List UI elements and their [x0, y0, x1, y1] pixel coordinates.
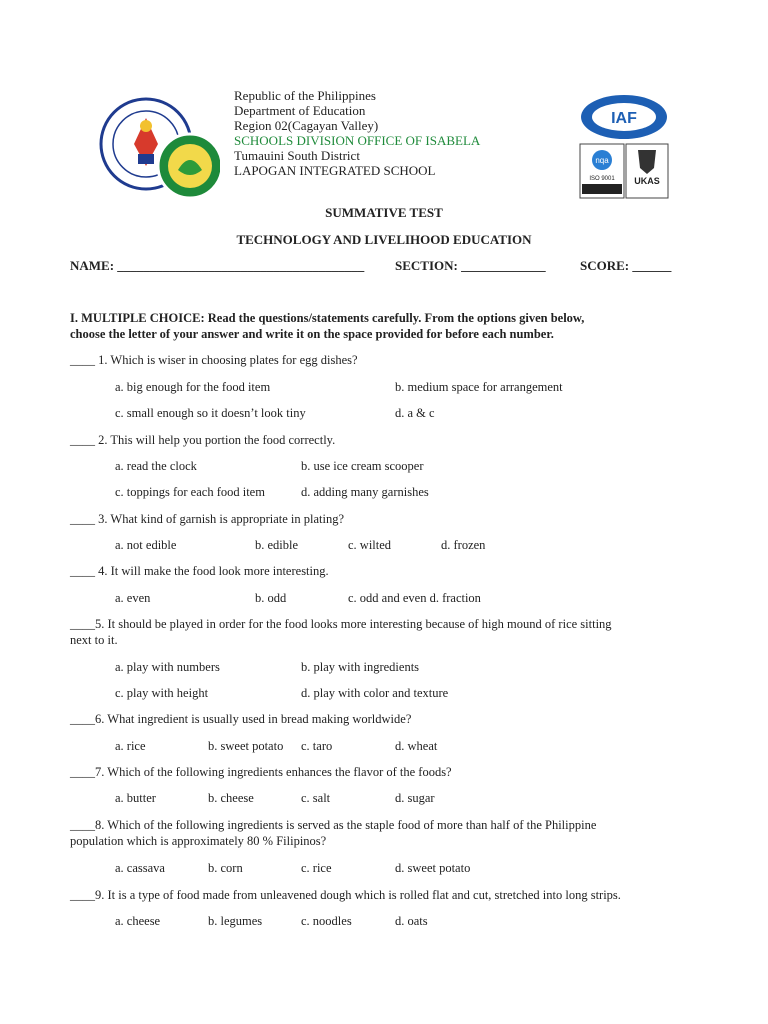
q7-option-a: a. butter	[115, 791, 156, 805]
q6-option-c: c. taro	[301, 739, 333, 753]
question-1: ____ 1. Which is wiser in choosing plates for egg dishes?	[70, 353, 358, 367]
q8-option-b: b. corn	[208, 861, 243, 875]
instructions-line-2: choose the letter of your answer and write it on the space provided for before each number.	[70, 327, 554, 341]
question-4: ____ 4. It will make the food look more interesting.	[70, 564, 329, 578]
score-field[interactable]: SCORE: ______	[580, 258, 672, 273]
question-8: ____8. Which of the following ingredients is served as the staple food of more than half of the Philippine	[70, 818, 597, 832]
q9-option-a: a. cheese	[115, 914, 161, 928]
question-8-continued: population which is approximately 80 % Filipinos?	[70, 834, 327, 848]
question-5-continued: next to it.	[70, 633, 118, 647]
q6-option-b: b. sweet potato	[208, 739, 284, 753]
q5-option-b: b. play with ingredients	[301, 660, 420, 674]
name-field[interactable]: NAME: ______________________________________	[70, 258, 365, 273]
q8-option-c: c. rice	[301, 861, 332, 875]
question-5: ____5. It should be played in order for the food looks more interesting because of high mound of rice sitting	[70, 617, 612, 631]
q9-option-b: b. legumes	[208, 914, 263, 928]
svg-text:UKAS: UKAS	[634, 176, 660, 186]
header-line-republic: Republic of the Philippines	[234, 88, 376, 103]
q8-option-d: d. sweet potato	[395, 861, 471, 875]
q2-option-c: c. toppings for each food item	[115, 485, 265, 499]
svg-text:ISO 9001: ISO 9001	[589, 176, 615, 182]
q1-option-b: b. medium space for arrangement	[395, 380, 563, 394]
q7-option-b: b. cheese	[208, 791, 254, 805]
q3-option-d: d. frozen	[441, 538, 486, 552]
subject-title: TECHNOLOGY AND LIVELIHOOD EDUCATION	[236, 232, 532, 247]
q4-option-c-d: c. odd and even d. fraction	[348, 591, 481, 605]
q4-option-b: b. odd	[255, 591, 287, 605]
question-6: ____6. What ingredient is usually used in bread making worldwide?	[70, 712, 412, 726]
q1-option-a: a. big enough for the food item	[115, 380, 271, 394]
q9-option-c: c. noodles	[301, 914, 352, 928]
question-2: ____ 2. This will help you portion the food correctly.	[70, 433, 336, 447]
test-title: SUMMATIVE TEST	[325, 205, 443, 220]
q4-option-a: a. even	[115, 591, 151, 605]
q8-option-a: a. cassava	[115, 861, 165, 875]
header-line-district: Tumauini South District	[234, 148, 360, 163]
q6-option-a: a. rice	[115, 739, 146, 753]
q3-option-c: c. wilted	[348, 538, 392, 552]
svg-text:IAF: IAF	[611, 110, 637, 127]
header-line-school: LAPOGAN INTEGRATED SCHOOL	[234, 163, 436, 178]
q5-option-c: c. play with height	[115, 686, 209, 700]
header-line-division: SCHOOLS DIVISION OFFICE OF ISABELA	[234, 133, 481, 148]
q6-option-d: d. wheat	[395, 739, 438, 753]
question-3: ____ 3. What kind of garnish is appropriate in plating?	[70, 512, 345, 526]
q5-option-d: d. play with color and texture	[301, 686, 449, 700]
q3-option-b: b. edible	[255, 538, 299, 552]
q7-option-d: d. sugar	[395, 791, 435, 805]
svg-text:nqa: nqa	[595, 156, 609, 165]
section-field[interactable]: SECTION: _____________	[395, 258, 546, 273]
deped-seal-logo	[98, 96, 220, 204]
header-line-region: Region 02(Cagayan Valley)	[234, 118, 379, 133]
header-line-department: Department of Education	[234, 103, 366, 118]
instructions-line-1: I. MULTIPLE CHOICE: Read the questions/statements carefully. From the options given below,	[70, 311, 585, 325]
q1-option-c: c. small enough so it doesn’t look tiny	[115, 406, 306, 420]
question-7: ____7. Which of the following ingredients enhances the flavor of the foods?	[70, 765, 452, 779]
q9-option-d: d. oats	[395, 914, 428, 928]
q1-option-d: d. a & c	[395, 406, 435, 420]
q2-option-b: b. use ice cream scooper	[301, 459, 424, 473]
q2-option-a: a. read the clock	[115, 459, 197, 473]
q5-option-a: a. play with numbers	[115, 660, 220, 674]
question-9: ____9. It is a type of food made from unleavened dough which is rolled flat and cut, stretched into long strips.	[70, 888, 621, 902]
q7-option-c: c. salt	[301, 791, 331, 805]
q3-option-a: a. not edible	[115, 538, 177, 552]
q2-option-d: d. adding many garnishes	[301, 485, 429, 499]
certification-logos	[578, 94, 670, 202]
